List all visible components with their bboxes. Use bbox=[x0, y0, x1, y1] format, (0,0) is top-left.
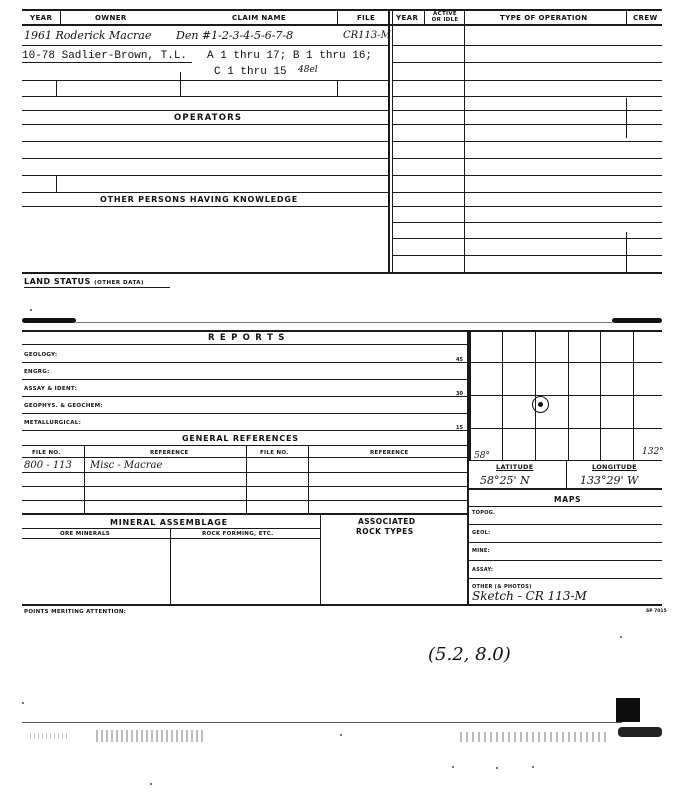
maps-row-mine: MINE: bbox=[472, 548, 490, 554]
row-rule bbox=[22, 538, 320, 539]
maps-row-geol: GEOL: bbox=[472, 530, 491, 536]
maps-row-assay: ASSAY: bbox=[472, 567, 494, 573]
scale-30: 30 bbox=[456, 391, 463, 397]
maps-row-topog: TOPOG. bbox=[472, 510, 496, 516]
row-rule bbox=[22, 445, 468, 446]
owner-line2: 10-78 Sadlier-Brown, T.L. bbox=[22, 50, 188, 62]
speck bbox=[22, 702, 24, 704]
rock-forming-label: ROCK FORMING, ETC. bbox=[202, 531, 274, 537]
col-sep bbox=[56, 80, 57, 96]
speck bbox=[620, 636, 622, 638]
row-rule bbox=[22, 158, 388, 159]
col-sep bbox=[180, 72, 181, 96]
report-row-metallurgical: METALLURGICAL: bbox=[24, 420, 82, 426]
main-divider bbox=[388, 10, 390, 272]
file-line1: CR113-M bbox=[343, 30, 391, 41]
row-rule bbox=[393, 238, 662, 239]
header-year: YEAR bbox=[30, 14, 53, 22]
row-rule bbox=[22, 45, 388, 46]
row-rule bbox=[22, 62, 192, 63]
scale-45: 45 bbox=[456, 357, 463, 363]
row-rule bbox=[22, 175, 388, 176]
dashed-rule bbox=[76, 322, 612, 323]
rock-types-label: ROCK TYPES bbox=[356, 527, 414, 536]
ref-col-file-no-2: FILE NO. bbox=[260, 450, 289, 456]
report-row-engrg: ENGRG: bbox=[24, 369, 50, 375]
land-status-title bbox=[24, 277, 144, 286]
grid-line bbox=[600, 332, 601, 460]
claim-line2: A 1 thru 17; B 1 thru 16; bbox=[207, 50, 373, 62]
row-rule bbox=[22, 413, 468, 414]
header-file: FILE bbox=[357, 14, 376, 22]
row-rule bbox=[22, 96, 388, 97]
row-rule bbox=[393, 141, 662, 142]
ref-row1-file: 800 - 113 bbox=[24, 460, 72, 471]
section-rule bbox=[22, 604, 662, 606]
ref-row1-reference: Misc - Macrae bbox=[90, 460, 163, 471]
underline bbox=[24, 287, 170, 288]
row-rule bbox=[22, 362, 468, 363]
scan-noise bbox=[96, 730, 206, 742]
latitude-value: 58°25' N bbox=[480, 474, 530, 487]
col-sep bbox=[424, 10, 425, 24]
row-rule bbox=[22, 457, 468, 458]
col-sep bbox=[337, 10, 338, 24]
row-rule bbox=[469, 542, 662, 543]
row-rule bbox=[469, 560, 662, 561]
col-sep bbox=[60, 10, 61, 24]
col-sep bbox=[84, 445, 85, 514]
owner-line1: 1961 Roderick Macrae bbox=[24, 29, 152, 42]
map-rule bbox=[469, 488, 662, 490]
report-row-geology: GEOLOGY: bbox=[24, 352, 58, 358]
grid-line bbox=[633, 332, 634, 460]
grid-line bbox=[568, 332, 569, 460]
section-rule bbox=[22, 272, 662, 274]
row-rule bbox=[22, 500, 468, 501]
row-rule bbox=[393, 206, 662, 207]
scan-noise bbox=[460, 732, 610, 742]
form-code: SP 7015 bbox=[646, 609, 667, 614]
latitude-label: LATITUDE bbox=[496, 463, 534, 471]
claim-line3: C 1 thru 15 bbox=[214, 66, 287, 78]
row-rule bbox=[469, 506, 662, 507]
speck bbox=[30, 309, 32, 311]
location-dot-icon bbox=[538, 402, 543, 407]
row-rule bbox=[22, 124, 388, 125]
operators-rule bbox=[22, 110, 388, 111]
scan-smudge bbox=[618, 727, 662, 737]
map-lat-corner: 58° bbox=[474, 451, 490, 461]
report-row-assay: ASSAY & IDENT: bbox=[24, 386, 78, 392]
row-rule bbox=[22, 80, 388, 81]
claim-line1: Den #1-2-3-4-5-6-7-8 bbox=[176, 29, 294, 42]
longitude-value: 133°29' W bbox=[580, 474, 639, 487]
scan-noise bbox=[30, 733, 70, 739]
coords-note: (5.2, 8.0) bbox=[428, 644, 511, 665]
marker-bar bbox=[22, 318, 76, 323]
registration-mark bbox=[616, 698, 640, 722]
header-year-2: YEAR bbox=[396, 14, 419, 22]
maps-other-label: OTHER (& PHOTOS) bbox=[472, 584, 532, 590]
col-sep bbox=[308, 445, 309, 514]
maps-other-value: Sketch - CR 113-M bbox=[472, 589, 587, 603]
header-crew: CREW bbox=[633, 14, 658, 22]
row-rule bbox=[22, 192, 388, 193]
col-sep bbox=[626, 10, 627, 24]
grid-line bbox=[469, 428, 662, 429]
mineral-assemblage-title: MINERAL ASSEMBLAGE bbox=[110, 518, 228, 527]
report-row-geophys: GEOPHYS. & GEOCHEM: bbox=[24, 403, 103, 409]
ref-col-file-no: FILE NO. bbox=[32, 450, 61, 456]
row-rule bbox=[393, 158, 662, 159]
row-rule bbox=[469, 578, 662, 579]
speck bbox=[150, 783, 152, 785]
speck bbox=[340, 734, 342, 736]
grid-line bbox=[502, 332, 503, 460]
points-meriting-label: POINTS MERITING ATTENTION: bbox=[24, 609, 127, 615]
row-rule bbox=[393, 124, 662, 125]
col-sep bbox=[170, 528, 171, 605]
scale-15: 15 bbox=[456, 425, 463, 431]
col-sep bbox=[566, 460, 567, 488]
maps-title: MAPS bbox=[554, 495, 582, 504]
row-rule bbox=[22, 472, 468, 473]
other-persons-title: OTHER PERSONS HAVING KNOWLEDGE bbox=[100, 195, 298, 204]
row-rule bbox=[393, 80, 662, 81]
speck bbox=[532, 766, 534, 768]
row-rule bbox=[22, 528, 320, 529]
general-references-title: GENERAL REFERENCES bbox=[182, 434, 299, 443]
row-rule bbox=[393, 110, 662, 111]
section-rule bbox=[22, 513, 468, 515]
col-sep bbox=[320, 514, 321, 605]
claim-note: 48el bbox=[298, 65, 318, 75]
row-rule bbox=[393, 192, 662, 193]
speck bbox=[496, 767, 498, 769]
row-rule bbox=[393, 175, 662, 176]
row-rule bbox=[469, 524, 662, 525]
land-status-sub: (OTHER DATA) bbox=[94, 280, 145, 286]
row-rule bbox=[22, 344, 468, 345]
top-rule bbox=[22, 9, 662, 11]
row-rule bbox=[393, 255, 662, 256]
operators-title: OPERATORS bbox=[174, 113, 243, 123]
speck bbox=[452, 766, 454, 768]
row-rule bbox=[393, 45, 662, 46]
marker-bar bbox=[612, 318, 662, 323]
col-sep bbox=[56, 175, 57, 192]
ore-minerals-label: ORE MINERALS bbox=[60, 531, 111, 537]
header-type-of-operation: TYPE OF OPERATION bbox=[500, 14, 588, 22]
map-lon-corner: 132° bbox=[642, 447, 664, 457]
row-rule bbox=[22, 486, 468, 487]
row-rule bbox=[393, 62, 662, 63]
row-rule bbox=[22, 141, 388, 142]
row-rule bbox=[22, 206, 388, 207]
row-rule bbox=[22, 430, 468, 431]
header-claim-name: CLAIM NAME bbox=[232, 14, 287, 22]
associated-label: ASSOCIATED bbox=[358, 517, 416, 526]
row-rule bbox=[22, 396, 468, 397]
scan-rule bbox=[22, 722, 622, 723]
ref-col-reference-2: REFERENCE bbox=[370, 450, 409, 456]
reports-title: R E P O R T S bbox=[208, 333, 286, 343]
header-rule bbox=[22, 24, 662, 26]
row-rule bbox=[22, 379, 468, 380]
grid-line bbox=[469, 395, 662, 396]
reports-top-rule bbox=[22, 330, 662, 332]
header-active-idle: ACTIVE OR IDLE bbox=[431, 11, 459, 23]
header-owner: OWNER bbox=[95, 14, 127, 22]
longitude-label: LONGITUDE bbox=[592, 463, 637, 471]
row-rule bbox=[393, 222, 662, 223]
row-rule bbox=[393, 96, 662, 97]
ref-col-reference: REFERENCE bbox=[150, 450, 189, 456]
col-sep bbox=[337, 80, 338, 96]
land-status-label: LAND STATUS bbox=[24, 277, 91, 286]
col-sep bbox=[246, 445, 247, 514]
col-sep bbox=[626, 98, 627, 138]
grid-line bbox=[469, 362, 662, 363]
